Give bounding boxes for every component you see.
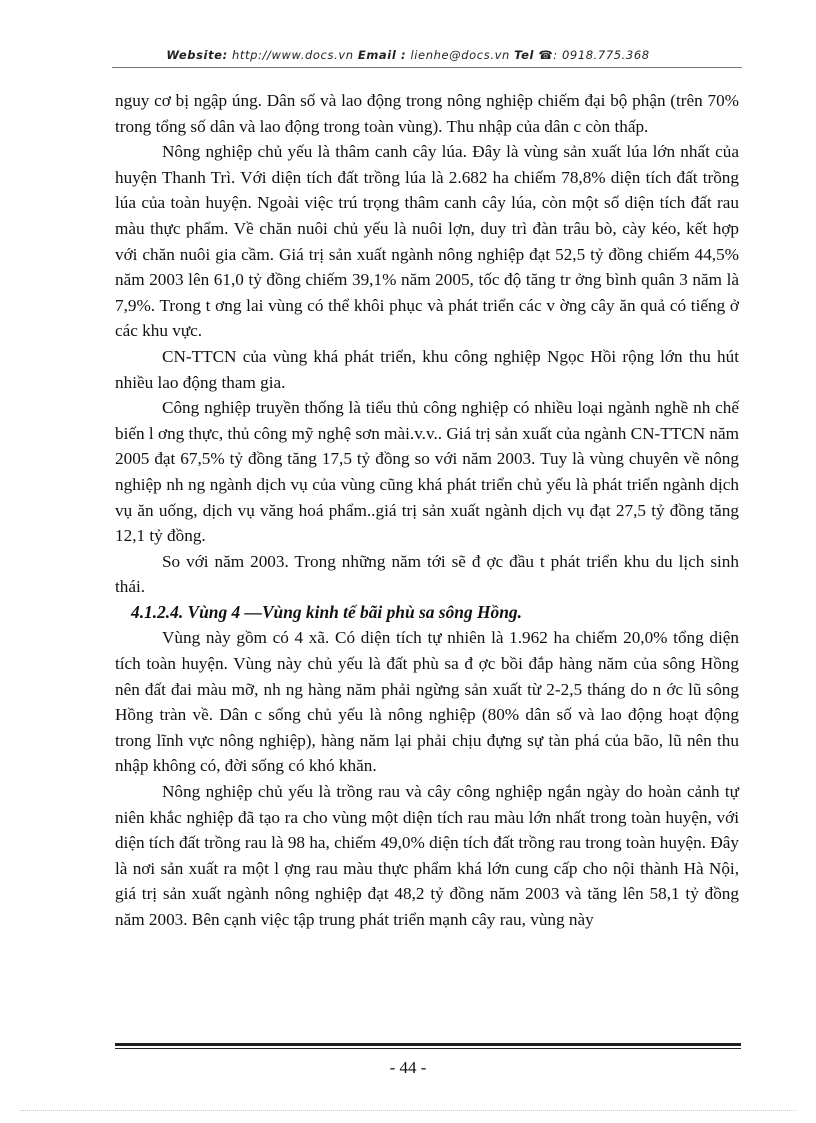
page-number: - 44 - [389,1058,427,1077]
document-body [115,88,739,933]
page-header [0,48,816,62]
footer-divider-thin [115,1048,741,1049]
paragraph-4: Công nghiệp truyền thống là tiểu thủ công nghiệp có nhiều loại ngành nghề nh chế biến l ơng thực, thủ công mỹ nghệ sơn mài.v.v.. Giá trị sản xuất của ngành CN-TTCN năm 2005 đạt 67,5% tỷ đồng tăng 17,5 tỷ đồng so với năm 2003. Tuy là vùng chuyên về nông nghiệp nh ng ngành dịch vụ của vùng cũng khá phát triển chủ yếu là phát triển ngành dịch vụ ăn uống, dịch vụ văng hoá phẩm..giá trị sản xuất ngành dịch vụ đạt 27,5 tỷ đồng tăng 12,1 tỷ đồng. [115,398,739,546]
email-label: Email : [357,48,407,62]
paragraph-1: nguy cơ bị ngập úng. Dân số và lao động trong nông nghiệp chiếm đại bộ phận (trên 70% trong tổng số dân và lao động trong toàn vùng). Thu nhập của dân c còn thấp. [115,91,739,136]
phone-icon: ☎ [538,48,554,62]
email-address[interactable]: lienhe@docs.vn [410,48,510,62]
footer-divider-thick [115,1043,741,1046]
section-heading: 4.1.2.4. Vùng 4 —Vùng kinh tế bãi phù sa sông Hồng. [131,601,522,622]
paragraph-3: CN-TTCN của vùng khá phát triển, khu công nghiệp Ngọc Hồi rộng lớn thu hút nhiều lao động tham gia. [115,346,739,392]
paragraph-6: Vùng này gồm có 4 xã. Có diện tích tự nhiên là 1.962 ha chiếm 20,0% tổng diện tích toàn huyện. Vùng này chủ yếu là đất phù sa đ ợc bồi đắp hàng năm của sông Hồng nên đất đai màu mỡ, nh ng hàng năm phải ngừng sản xuất từ 2-2,5 tháng do n ớc lũ sông Hồng tràn về. Dân c sống chủ yếu là nông nghiệp (80% dân số và lao động hoạt động trong lĩnh vực nông nghiệp), hàng năm lại phải chịu đựng sự tàn phá của bão, lũ nên thu nhập không có, đời sống có khó khăn. [115,628,739,776]
header-divider [112,67,742,68]
paragraph-2: Nông nghiệp chủ yếu là thâm canh cây lúa. Đây là vùng sản xuất lúa lớn nhất của huyện Thanh Trì. Với diện tích đất trồng lúa là 2.682 ha chiếm 78,8% diện tích đất trồng lúa của toàn huyện. Ngoài việc trú trọng thâm canh cây lúa, còn một số diện tích đất rau màu thực phẩm. Về chăn nuôi chủ yếu là nuôi lợn, duy trì đàn trâu bò, cày kéo, kết hợp với chăn nuôi gia cầm. Giá trị sản xuất ngành nông nghiệp đạt 52,5 tỷ đồng chiếm 44,5% năm 2003 lên 61,0 tỷ đồng chiếm 39,1% năm 2005, tốc độ tăng tr ởng bình quân 3 năm là 7,9%. Trong t ơng lai vùng có thể khôi phục và phát triển các v ờng cây ăn quả có tiếng ở các khu vực. [115,142,739,341]
paragraph-5: So với năm 2003. Trong những năm tới sẽ đ ợc đầu t phát triển khu du lịch sinh thái. [115,551,739,597]
website-url[interactable]: http://www.docs.vn [232,48,354,62]
paragraph-7: Nông nghiệp chủ yếu là trồng rau và cây công nghiệp ngắn ngày do hoàn cảnh tự niên khắc nghiệp đã tạo ra cho vùng một diện tích rau màu lớn nhất trong toàn huyện, với diện tích đất trồng rau là 98 ha, chiếm 49,0% diện tích đất trồng rau trong toàn huyện. Đây là nơi sản xuất ra một l ợng rau màu thực phẩm khá lớn cung cấp cho nội thành Hà Nội, giá trị sản xuất ngành nông nghiệp đạt 48,2 tỷ đồng năm 2003 và tăng lên 58,1 tỷ đồng năm 2003. Bên cạnh việc tập trung phát triển mạnh cây rau, vùng này [115,782,739,929]
tel-label: Tel [514,48,535,62]
page-bottom-edge [20,1110,796,1111]
website-label: Website: [166,48,228,62]
tel-number: : 0918.775.368 [553,48,650,62]
